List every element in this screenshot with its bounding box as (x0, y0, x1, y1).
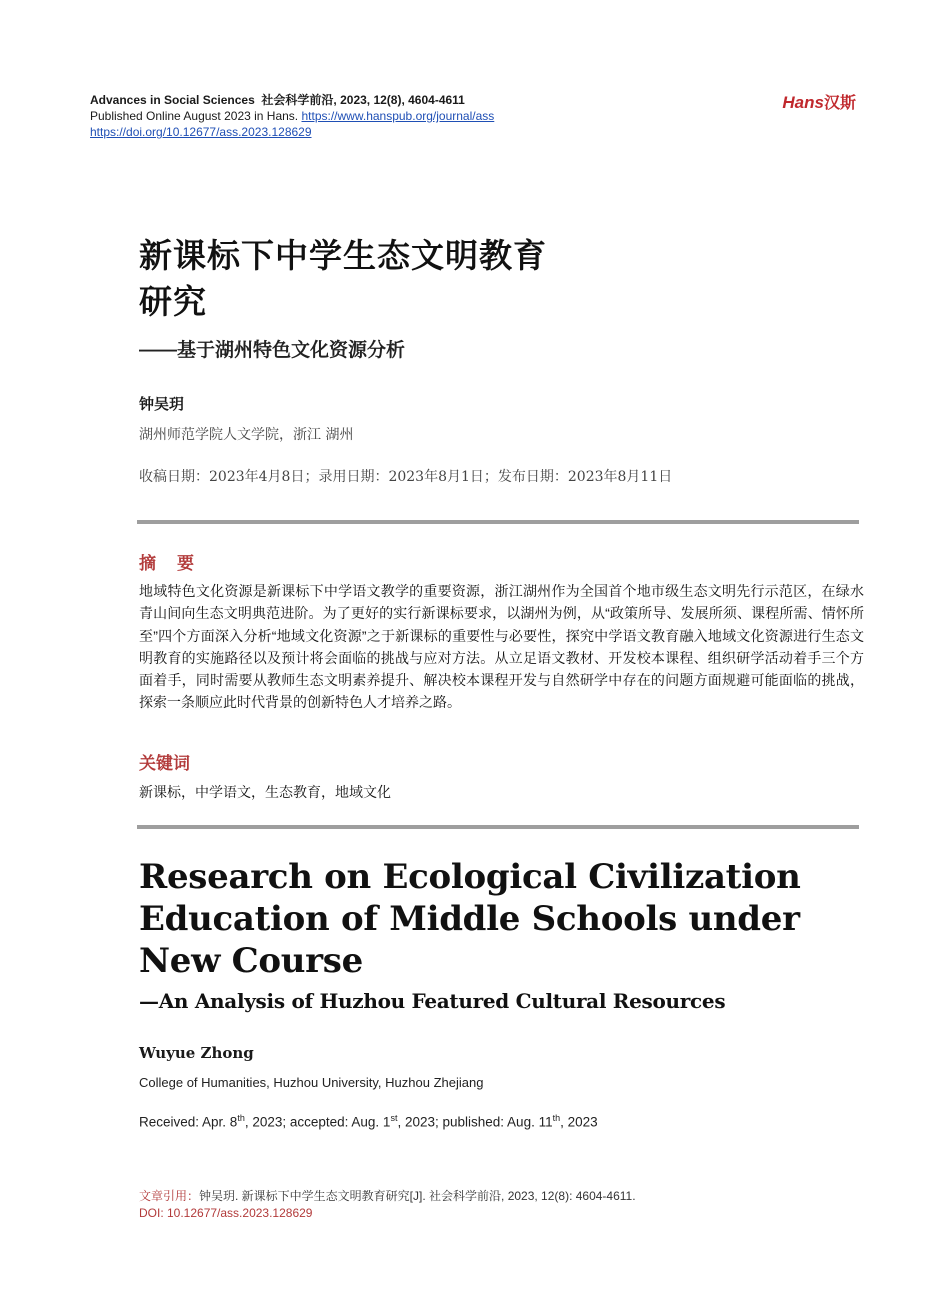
published-sup: th (552, 1113, 561, 1123)
journal-name: Advances in Social Sciences (90, 93, 255, 107)
en-title-line2: Education of Middle Schools under (139, 899, 800, 939)
cn-title-line2: 研究 (139, 283, 207, 320)
en-title (139, 856, 801, 982)
en-title-line1: Research on Ecological Civilization (139, 857, 801, 897)
cn-affiliation: 湖州师范学院人文学院，浙江 湖州 (139, 427, 354, 443)
journal-line (90, 92, 494, 108)
en-subtitle: —An Analysis of Huzhou Featured Cultural Resources (139, 989, 726, 1013)
divider-top (137, 520, 859, 524)
abstract-heading: 摘 要 (139, 554, 196, 573)
published-text-en: , 2023; published: Aug. 11 (397, 1114, 553, 1130)
citation-text: 钟吴玥. 新课标下中学生态文明教育研究[J]. 社会科学前沿, 2023, 12(8): 4604-4611. (199, 1189, 636, 1203)
en-author: Wuyue Zhong (139, 1044, 254, 1062)
year-end: , 2023 (560, 1114, 598, 1130)
logo-cn: 汉斯 (823, 95, 856, 112)
citation-doi: DOI: 10.12677/ass.2023.128629 (139, 1206, 313, 1220)
journal-url-link[interactable]: https://www.hanspub.org/journal/ass (301, 109, 495, 123)
cn-subtitle: ——基于湖州特色文化资源分析 (139, 340, 406, 361)
divider-bottom (137, 825, 859, 829)
doi-url-link[interactable]: https://doi.org/10.12677/ass.2023.128629 (90, 125, 312, 139)
en-affiliation: College of Humanities, Huzhou University, Huzhou Zhejiang (139, 1075, 484, 1090)
citation-label: 文章引用： (139, 1189, 200, 1203)
cn-dates: 收稿日期：2023年4月8日；录用日期：2023年8月1日；发布日期：2023年8月11日 (139, 469, 673, 485)
keywords-heading: 关键词 (139, 754, 190, 773)
published-text: Published Online August 2023 in Hans. (90, 109, 299, 123)
accepted-sup: st (390, 1113, 398, 1123)
cn-title (139, 233, 547, 325)
cn-author: 钟吴玥 (139, 396, 185, 413)
keywords-body: 新课标，中学语文，生态教育，地域文化 (139, 784, 391, 800)
hans-logo (782, 90, 856, 113)
received-sup: th (237, 1113, 245, 1123)
en-dates (139, 1113, 598, 1130)
published-line (90, 108, 494, 124)
journal-issue: 社会科学前沿, 2023, 12(8), 4604-4611 (261, 93, 465, 107)
citation (139, 1187, 636, 1204)
accepted-text: , 2023; accepted: Aug. 1 (244, 1114, 391, 1130)
received-text: Received: Apr. 8 (139, 1114, 238, 1130)
journal-header (90, 92, 494, 140)
logo-en: Hans (782, 93, 824, 112)
doi-line (90, 124, 494, 140)
abstract-body: 地域特色文化资源是新课标下中学语文教学的重要资源，浙江湖州作为全国首个地市级生态文明先行示范区，在绿水青山间向生态文明典范进阶。为了更好的实行新课标要求，以湖州为例，从“政策所导、发展所须、课程所需、情怀所至”四个方面深入分析“地域文化资源”之于新课标的重要性与必要性，探究中学语文教育融入地域文化资源进行生态文明教育的实施路径以及预计将会面临的挑战与应对方法。从立足语文教材、开发校本课程、组织研学活动着手三个方面着手，同时需要从教师生态文明素养提升、解决校本课程开发与自然研学中存在的问题方面规避可能面临的挑战，探索一条顺应此时代背景的创新特色人才培养之路。 (139, 583, 864, 711)
en-title-line3: New Course (139, 941, 363, 981)
cn-title-line1: 新课标下中学生态文明教育 (139, 237, 547, 274)
